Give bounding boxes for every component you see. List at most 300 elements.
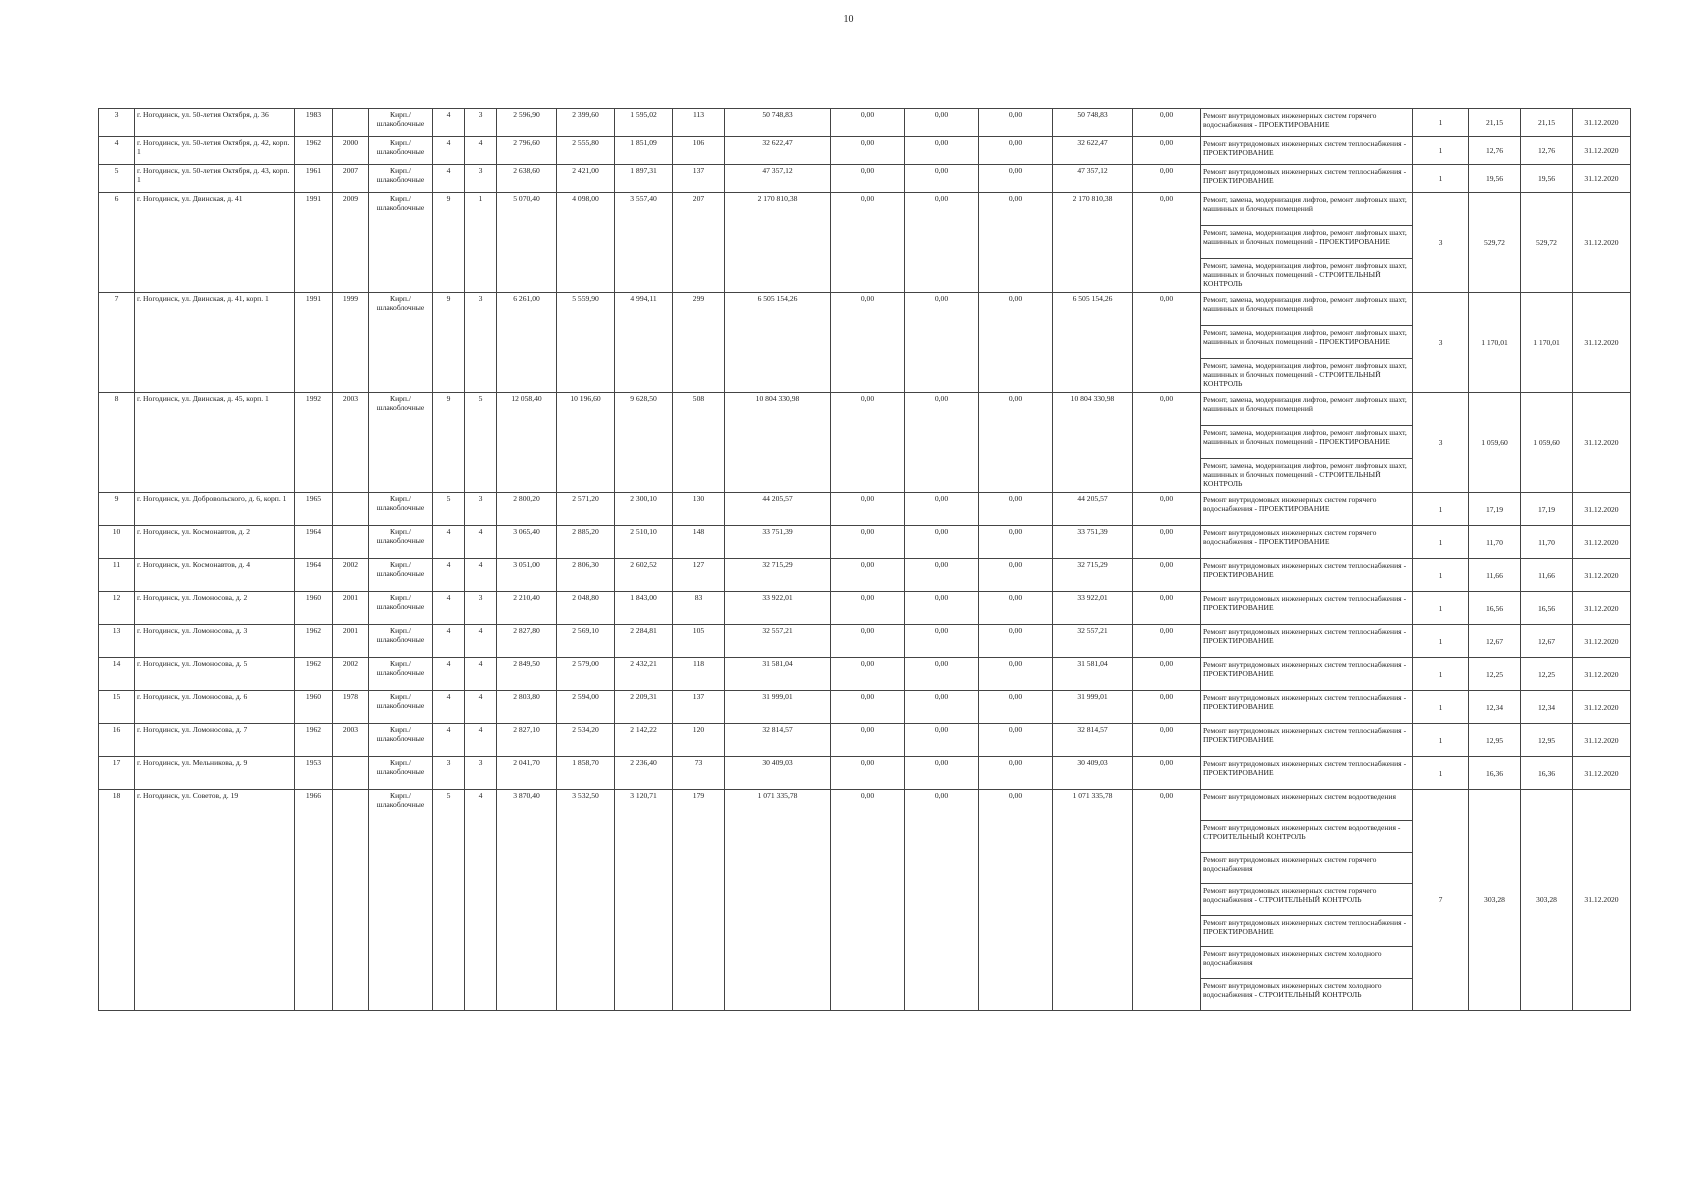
fund-source-1-cell: 0,00 [831,493,905,526]
living-area-cell: 2 571,20 [557,493,615,526]
total-cost-cell: 47 357,12 [725,165,831,193]
year-renovated-cell: 1999 [333,293,369,393]
work-item: Ремонт внутридомовых инженерных систем горячего водоснабжения - СТРОИТЕЛЬНЫЙ КОНТРОЛЬ [1201,884,1412,915]
fund-source-3-cell: 0,00 [979,592,1053,625]
year-renovated-cell: 2002 [333,658,369,691]
deadline-cell: 31.12.2020 [1573,592,1631,625]
residents-cell: 127 [673,559,725,592]
address-cell: г. Ногодинск, ул. Ломоносова, д. 5 [135,658,295,691]
year-built-cell: 1962 [295,658,333,691]
year-built-cell: 1962 [295,625,333,658]
row-number: 5 [99,165,135,193]
work-item: Ремонт, замена, модернизация лифтов, ремонт лифтовых шахт, машинных и блочных помещений - ПРОЕКТИРОВАНИЕ [1201,326,1412,359]
entrances-cell: 4 [465,691,497,724]
unit-cost-cell: 303,28 [1469,790,1521,1011]
address-cell: г. Ногодинск, ул. 50-летия Октября, д. 42, корп. 1 [135,137,295,165]
total-cost-cell: 31 999,01 [725,691,831,724]
fund-source-3-cell: 0,00 [979,137,1053,165]
fund-source-3-cell: 0,00 [979,559,1053,592]
floors-cell: 4 [433,137,465,165]
deadline-cell: 31.12.2020 [1573,137,1631,165]
works-cell [1201,293,1413,393]
fund-source-2-cell: 0,00 [905,691,979,724]
year-built-cell: 1953 [295,757,333,790]
residents-cell: 113 [673,109,725,137]
floors-cell: 4 [433,658,465,691]
total-area-cell: 12 058,40 [497,393,557,493]
year-built-cell: 1961 [295,165,333,193]
floors-cell: 4 [433,691,465,724]
residents-cell: 179 [673,790,725,1011]
max-cost-cell: 19,56 [1521,165,1573,193]
unit-cost-cell: 12,34 [1469,691,1521,724]
other-funds-cell: 0,00 [1133,526,1201,559]
works-cell [1201,625,1413,658]
work-item: Ремонт внутридомовых инженерных систем холодного водоснабжения - СТРОИТЕЛЬНЫЙ КОНТРОЛЬ [1203,980,1382,999]
residents-cell: 118 [673,658,725,691]
total-area-cell: 2 827,10 [497,724,557,757]
entrances-cell: 4 [465,724,497,757]
max-cost-cell: 16,56 [1521,592,1573,625]
table-row [99,165,1631,193]
owners-funds-cell: 32 814,57 [1053,724,1133,757]
other-funds-cell: 0,00 [1133,757,1201,790]
deadline-cell: 31.12.2020 [1573,559,1631,592]
entrances-cell: 3 [465,757,497,790]
unit-cost-cell: 12,76 [1469,137,1521,165]
wall-material-cell: Кирп./ шлакоблочные [369,691,433,724]
max-cost-cell: 17,19 [1521,493,1573,526]
living-area-cell: 2 885,20 [557,526,615,559]
year-renovated-cell [333,526,369,559]
wall-material-cell: Кирп./ шлакоблочные [369,790,433,1011]
fund-source-1-cell: 0,00 [831,137,905,165]
owners-funds-cell: 33 751,39 [1053,526,1133,559]
other-funds-cell: 0,00 [1133,691,1201,724]
year-renovated-cell: 2002 [333,559,369,592]
unit-cost-cell: 17,19 [1469,493,1521,526]
residential-area-cell: 2 284,81 [615,625,673,658]
total-cost-cell: 30 409,03 [725,757,831,790]
year-renovated-cell: 2000 [333,137,369,165]
year-built-cell: 1960 [295,691,333,724]
year-built-cell: 1960 [295,592,333,625]
deadline-cell: 31.12.2020 [1573,757,1631,790]
fund-source-2-cell: 0,00 [905,592,979,625]
owners-funds-cell: 6 505 154,26 [1053,293,1133,393]
address-cell: г. Ногодинск, ул. Советов, д. 19 [135,790,295,1011]
fund-source-1-cell: 0,00 [831,165,905,193]
work-count-cell: 1 [1413,724,1469,757]
year-built-cell: 1962 [295,724,333,757]
row-number: 3 [99,109,135,137]
fund-source-1-cell: 0,00 [831,790,905,1011]
table-row [99,193,1631,293]
total-area-cell: 2 638,60 [497,165,557,193]
other-funds-cell: 0,00 [1133,493,1201,526]
wall-material-cell: Кирп./ шлакоблочные [369,625,433,658]
row-number: 18 [99,790,135,1011]
unit-cost-cell: 1 059,60 [1469,393,1521,493]
table-row [99,293,1631,393]
work-count-cell: 1 [1413,658,1469,691]
row-number: 10 [99,526,135,559]
address-cell: г. Ногодинск, ул. Ломоносова, д. 7 [135,724,295,757]
owners-funds-cell: 10 804 330,98 [1053,393,1133,493]
year-built-cell: 1983 [295,109,333,137]
wall-material-cell: Кирп./ шлакоблочные [369,724,433,757]
residential-area-cell: 2 602,52 [615,559,673,592]
max-cost-cell: 12,25 [1521,658,1573,691]
total-cost-cell: 32 715,29 [725,559,831,592]
table-row [99,109,1631,137]
work-item: Ремонт, замена, модернизация лифтов, ремонт лифтовых шахт, машинных и блочных помещений [1201,393,1412,426]
residents-cell: 508 [673,393,725,493]
row-number: 17 [99,757,135,790]
fund-source-2-cell: 0,00 [905,165,979,193]
fund-source-2-cell: 0,00 [905,109,979,137]
other-funds-cell: 0,00 [1133,193,1201,293]
deadline-cell: 31.12.2020 [1573,724,1631,757]
entrances-cell: 4 [465,790,497,1011]
residents-cell: 120 [673,724,725,757]
work-count-cell: 3 [1413,393,1469,493]
works-cell [1201,658,1413,691]
work-item: Ремонт, замена, модернизация лифтов, ремонт лифтовых шахт, машинных и блочных помещений - СТРОИТЕЛЬНЫЙ КОНТРОЛЬ [1203,361,1407,388]
total-cost-cell: 44 205,57 [725,493,831,526]
table-row [99,592,1631,625]
work-item: Ремонт, замена, модернизация лифтов, ремонт лифтовых шахт, машинных и блочных помещений [1201,193,1412,226]
work-item: Ремонт внутридомовых инженерных систем горячего водоснабжения - ПРОЕКТИРОВАНИЕ [1203,528,1377,546]
work-item: Ремонт внутридомовых инженерных систем теплоснабжения - ПРОЕКТИРОВАНИЕ [1203,139,1407,157]
year-renovated-cell: 1978 [333,691,369,724]
address-cell: г. Ногодинск, ул. 50-летия Октября, д. 43, корп. 1 [135,165,295,193]
work-item: Ремонт внутридомовых инженерных систем теплоснабжения - ПРОЕКТИРОВАНИЕ [1203,759,1407,777]
residents-cell: 137 [673,165,725,193]
fund-source-3-cell: 0,00 [979,724,1053,757]
wall-material-cell: Кирп./ шлакоблочные [369,137,433,165]
residential-area-cell: 3 557,40 [615,193,673,293]
other-funds-cell: 0,00 [1133,165,1201,193]
row-number: 8 [99,393,135,493]
work-item: Ремонт внутридомовых инженерных систем теплоснабжения - ПРОЕКТИРОВАНИЕ [1201,916,1412,947]
unit-cost-cell: 12,25 [1469,658,1521,691]
living-area-cell: 5 559,90 [557,293,615,393]
other-funds-cell: 0,00 [1133,559,1201,592]
max-cost-cell: 1 059,60 [1521,393,1573,493]
row-number: 12 [99,592,135,625]
total-cost-cell: 33 922,01 [725,592,831,625]
entrances-cell: 4 [465,625,497,658]
work-count-cell: 1 [1413,109,1469,137]
other-funds-cell: 0,00 [1133,592,1201,625]
work-item: Ремонт внутридомовых инженерных систем теплоснабжения - ПРОЕКТИРОВАНИЕ [1203,693,1407,711]
fund-source-1-cell: 0,00 [831,393,905,493]
work-item: Ремонт внутридомовых инженерных систем горячего водоснабжения [1201,853,1412,884]
work-count-cell: 1 [1413,625,1469,658]
total-area-cell: 2 596,90 [497,109,557,137]
residential-area-cell: 2 510,10 [615,526,673,559]
work-item: Ремонт внутридомовых инженерных систем горячего водоснабжения - ПРОЕКТИРОВАНИЕ [1203,111,1377,129]
fund-source-1-cell: 0,00 [831,526,905,559]
year-built-cell: 1962 [295,137,333,165]
max-cost-cell: 11,70 [1521,526,1573,559]
work-count-cell: 1 [1413,493,1469,526]
living-area-cell: 4 098,00 [557,193,615,293]
table-row [99,137,1631,165]
total-cost-cell: 2 170 810,38 [725,193,831,293]
row-number: 7 [99,293,135,393]
works-cell [1201,790,1413,1011]
works-cell [1201,393,1413,493]
unit-cost-cell: 21,15 [1469,109,1521,137]
fund-source-2-cell: 0,00 [905,493,979,526]
year-renovated-cell: 2003 [333,724,369,757]
deadline-cell: 31.12.2020 [1573,625,1631,658]
total-cost-cell: 6 505 154,26 [725,293,831,393]
residential-area-cell: 1 851,09 [615,137,673,165]
year-built-cell: 1964 [295,526,333,559]
max-cost-cell: 12,34 [1521,691,1573,724]
fund-source-3-cell: 0,00 [979,493,1053,526]
max-cost-cell: 21,15 [1521,109,1573,137]
unit-cost-cell: 12,67 [1469,625,1521,658]
address-cell: г. Ногодинск, ул. Двинская, д. 41, корп. 1 [135,293,295,393]
year-renovated-cell [333,790,369,1011]
max-cost-cell: 11,66 [1521,559,1573,592]
fund-source-1-cell: 0,00 [831,592,905,625]
entrances-cell: 1 [465,193,497,293]
other-funds-cell: 0,00 [1133,625,1201,658]
address-cell: г. Ногодинск, ул. Космонавтов, д. 2 [135,526,295,559]
total-cost-cell: 1 071 335,78 [725,790,831,1011]
fund-source-3-cell: 0,00 [979,109,1053,137]
table-row [99,757,1631,790]
year-renovated-cell [333,109,369,137]
address-cell: г. Ногодинск, ул. Космонавтов, д. 4 [135,559,295,592]
repair-program-table [98,108,1631,1011]
total-area-cell: 2 827,80 [497,625,557,658]
owners-funds-cell: 31 999,01 [1053,691,1133,724]
living-area-cell: 1 858,70 [557,757,615,790]
address-cell: г. Ногодинск, ул. Добровольского, д. 6, корп. 1 [135,493,295,526]
total-area-cell: 2 803,80 [497,691,557,724]
deadline-cell: 31.12.2020 [1573,193,1631,293]
deadline-cell: 31.12.2020 [1573,658,1631,691]
unit-cost-cell: 529,72 [1469,193,1521,293]
year-renovated-cell: 2009 [333,193,369,293]
fund-source-2-cell: 0,00 [905,757,979,790]
work-count-cell: 7 [1413,790,1469,1011]
works-cell [1201,757,1413,790]
fund-source-3-cell: 0,00 [979,790,1053,1011]
residents-cell: 299 [673,293,725,393]
floors-cell: 9 [433,293,465,393]
max-cost-cell: 12,95 [1521,724,1573,757]
floors-cell: 4 [433,109,465,137]
fund-source-1-cell: 0,00 [831,757,905,790]
wall-material-cell: Кирп./ шлакоблочные [369,592,433,625]
work-count-cell: 1 [1413,559,1469,592]
row-number: 15 [99,691,135,724]
wall-material-cell: Кирп./ шлакоблочные [369,493,433,526]
residents-cell: 148 [673,526,725,559]
other-funds-cell: 0,00 [1133,137,1201,165]
fund-source-2-cell: 0,00 [905,293,979,393]
total-cost-cell: 32 557,21 [725,625,831,658]
work-count-cell: 3 [1413,293,1469,393]
living-area-cell: 2 594,00 [557,691,615,724]
total-area-cell: 2 849,50 [497,658,557,691]
year-renovated-cell [333,493,369,526]
fund-source-1-cell: 0,00 [831,109,905,137]
wall-material-cell: Кирп./ шлакоблочные [369,526,433,559]
living-area-cell: 2 555,80 [557,137,615,165]
floors-cell: 9 [433,193,465,293]
row-number: 13 [99,625,135,658]
fund-source-3-cell: 0,00 [979,526,1053,559]
work-count-cell: 1 [1413,592,1469,625]
total-cost-cell: 10 804 330,98 [725,393,831,493]
residential-area-cell: 2 432,21 [615,658,673,691]
total-area-cell: 3 051,00 [497,559,557,592]
row-number: 14 [99,658,135,691]
floors-cell: 9 [433,393,465,493]
residential-area-cell: 2 300,10 [615,493,673,526]
entrances-cell: 3 [465,109,497,137]
work-count-cell: 3 [1413,193,1469,293]
residential-area-cell: 1 897,31 [615,165,673,193]
year-built-cell: 1992 [295,393,333,493]
other-funds-cell: 0,00 [1133,790,1201,1011]
owners-funds-cell: 32 557,21 [1053,625,1133,658]
fund-source-2-cell: 0,00 [905,658,979,691]
work-item: Ремонт внутридомовых инженерных систем теплоснабжения - ПРОЕКТИРОВАНИЕ [1203,561,1407,579]
fund-source-2-cell: 0,00 [905,393,979,493]
floors-cell: 4 [433,724,465,757]
residential-area-cell: 2 209,31 [615,691,673,724]
fund-source-1-cell: 0,00 [831,293,905,393]
wall-material-cell: Кирп./ шлакоблочные [369,193,433,293]
table-row [99,493,1631,526]
work-count-cell: 1 [1413,526,1469,559]
unit-cost-cell: 19,56 [1469,165,1521,193]
address-cell: г. Ногодинск, ул. Ломоносова, д. 2 [135,592,295,625]
deadline-cell: 31.12.2020 [1573,165,1631,193]
unit-cost-cell: 16,36 [1469,757,1521,790]
total-cost-cell: 32 814,57 [725,724,831,757]
works-cell [1201,493,1413,526]
deadline-cell: 31.12.2020 [1573,790,1631,1011]
floors-cell: 4 [433,592,465,625]
deadline-cell: 31.12.2020 [1573,691,1631,724]
wall-material-cell: Кирп./ шлакоблочные [369,757,433,790]
work-item: Ремонт внутридомовых инженерных систем холодного водоснабжения [1201,947,1412,978]
work-item: Ремонт внутридомовых инженерных систем водоотведения [1201,790,1412,821]
table-row [99,790,1631,1011]
work-item: Ремонт, замена, модернизация лифтов, ремонт лифтовых шахт, машинных и блочных помещений - СТРОИТЕЛЬНЫЙ КОНТРОЛЬ [1203,261,1407,288]
fund-source-2-cell: 0,00 [905,625,979,658]
year-renovated-cell: 2001 [333,625,369,658]
owners-funds-cell: 30 409,03 [1053,757,1133,790]
total-area-cell: 2 210,40 [497,592,557,625]
fund-source-3-cell: 0,00 [979,658,1053,691]
fund-source-3-cell: 0,00 [979,393,1053,493]
wall-material-cell: Кирп./ шлакоблочные [369,109,433,137]
other-funds-cell: 0,00 [1133,109,1201,137]
table-row [99,625,1631,658]
owners-funds-cell: 31 581,04 [1053,658,1133,691]
fund-source-1-cell: 0,00 [831,625,905,658]
living-area-cell: 2 421,00 [557,165,615,193]
living-area-cell: 2 399,60 [557,109,615,137]
work-count-cell: 1 [1413,137,1469,165]
year-renovated-cell: 2003 [333,393,369,493]
owners-funds-cell: 47 357,12 [1053,165,1133,193]
works-cell [1201,137,1413,165]
works-cell [1201,109,1413,137]
total-cost-cell: 32 622,47 [725,137,831,165]
entrances-cell: 3 [465,165,497,193]
entrances-cell: 3 [465,592,497,625]
address-cell: г. Ногодинск, ул. Мельникова, д. 9 [135,757,295,790]
work-item: Ремонт внутридомовых инженерных систем теплоснабжения - ПРОЕКТИРОВАНИЕ [1203,594,1407,612]
year-renovated-cell [333,757,369,790]
work-item: Ремонт, замена, модернизация лифтов, ремонт лифтовых шахт, машинных и блочных помещений - СТРОИТЕЛЬНЫЙ КОНТРОЛЬ [1203,461,1407,488]
residents-cell: 207 [673,193,725,293]
unit-cost-cell: 16,56 [1469,592,1521,625]
total-area-cell: 3 870,40 [497,790,557,1011]
total-cost-cell: 31 581,04 [725,658,831,691]
work-item: Ремонт внутридомовых инженерных систем теплоснабжения - ПРОЕКТИРОВАНИЕ [1203,726,1407,744]
unit-cost-cell: 1 170,01 [1469,293,1521,393]
fund-source-3-cell: 0,00 [979,165,1053,193]
living-area-cell: 2 806,30 [557,559,615,592]
owners-funds-cell: 50 748,83 [1053,109,1133,137]
work-item: Ремонт внутридомовых инженерных систем теплоснабжения - ПРОЕКТИРОВАНИЕ [1203,660,1407,678]
residents-cell: 137 [673,691,725,724]
works-cell [1201,193,1413,293]
fund-source-3-cell: 0,00 [979,625,1053,658]
fund-source-3-cell: 0,00 [979,293,1053,393]
unit-cost-cell: 11,66 [1469,559,1521,592]
total-area-cell: 2 041,70 [497,757,557,790]
floors-cell: 5 [433,790,465,1011]
entrances-cell: 5 [465,393,497,493]
floors-cell: 3 [433,757,465,790]
page-number: 10 [843,14,854,25]
residential-area-cell: 2 236,40 [615,757,673,790]
entrances-cell: 4 [465,137,497,165]
year-built-cell: 1964 [295,559,333,592]
living-area-cell: 10 196,60 [557,393,615,493]
works-cell [1201,559,1413,592]
fund-source-2-cell: 0,00 [905,790,979,1011]
entrances-cell: 4 [465,658,497,691]
entrances-cell: 3 [465,293,497,393]
row-number: 4 [99,137,135,165]
living-area-cell: 2 579,00 [557,658,615,691]
other-funds-cell: 0,00 [1133,724,1201,757]
fund-source-3-cell: 0,00 [979,193,1053,293]
works-cell [1201,165,1413,193]
max-cost-cell: 1 170,01 [1521,293,1573,393]
address-cell: г. Ногодинск, ул. Ломоносова, д. 3 [135,625,295,658]
fund-source-1-cell: 0,00 [831,691,905,724]
total-area-cell: 5 070,40 [497,193,557,293]
residents-cell: 73 [673,757,725,790]
table-row [99,658,1631,691]
